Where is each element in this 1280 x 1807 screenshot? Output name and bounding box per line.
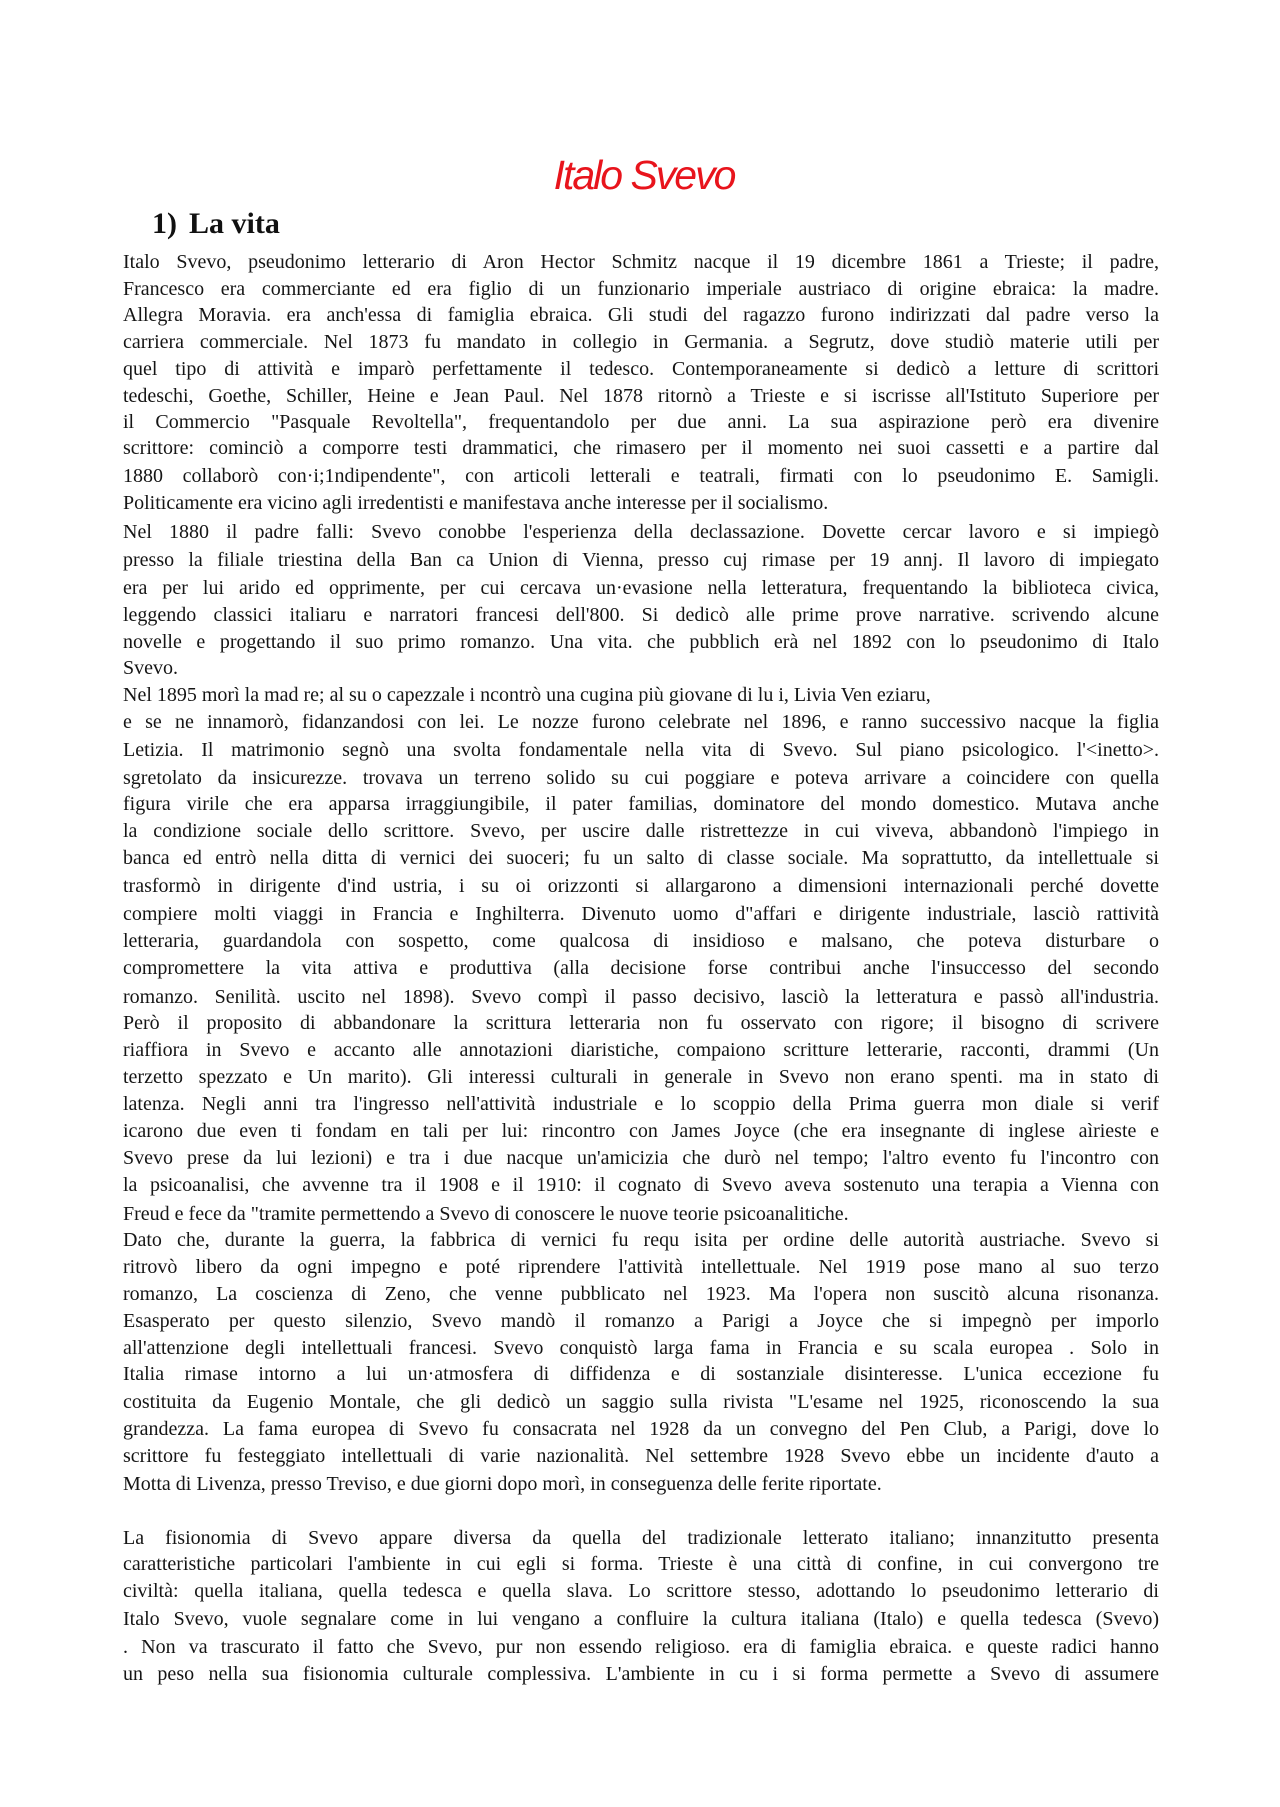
text-line: Politicamente era vicino agli irredentisti e manifestava anche interesse per il socialismo. (123, 492, 829, 515)
text-line: icarono due even ti fondam en tali per lui: rincontro con James Joyce (che era insegnante di inglese aìrieste e (123, 1120, 1159, 1142)
section-heading (152, 207, 280, 241)
text-line: Francesco era commerciante ed era figlio di un funzionario imperiale austriaco di origine ebraica: la madre. (123, 278, 1159, 300)
text-line: tedeschi, Goethe, Schiller, Heine e Jean Paul. Nel 1878 ritornò a Trieste e si iscrisse all'Istituto Superiore per (123, 384, 1159, 407)
text-line: La fisionomia di Svevo appare diversa da quella del tradizionale letterato italiano; innanzitutto presenta (123, 1527, 1159, 1549)
text-line: Freud e fece da "tramite permettendo a Svevo di conoscere le nuove teorie psicoanalitiche. (123, 1203, 849, 1225)
text-line: all'attenzione degli intellettuali francesi. Svevo conquistò larga fama in Francia e su scala europea . Solo in (123, 1337, 1159, 1359)
section-label: La vita (189, 207, 280, 240)
text-line: Nel 1895 morì la mad re; al su o capezzale i ncontrò una cugina più giovane di lu i, Livia Ven eziaru, (123, 683, 931, 706)
text-line: Svevo. (123, 657, 178, 679)
text-line: era per lui arido ed opprimente, per cui cercava un·evasione nella letteratura, frequentando la biblioteca civica, (123, 576, 1159, 599)
text-line: costituita da Eugenio Montale, che gli dedicò un saggio sulla rivista "L'esame nel 1925, riconoscendo la sua (123, 1391, 1159, 1413)
text-line: Italo Svevo, vuole segnalare come in lui vengano a confluire la cultura italiana (Italo) e quella tedesca (Svevo) (123, 1608, 1159, 1630)
text-line: romanzo. Senilità. uscito nel 1898). Svevo compì il passo decisivo, lasciò la letteratura e passò all'industria. (123, 985, 1159, 1008)
text-line: ritrovò libero da ogni impegno e poté riprendere l'attività intellettuale. Nel 1919 pose mano al suo terzo (123, 1256, 1159, 1278)
text-line: compromettere la vita attiva e produttiva (alla decisione forse contribui anche l'insuccesso del secondo (123, 956, 1159, 979)
text-line: Nel 1880 il padre falli: Svevo conobbe l'esperienza della declassazione. Dovette cercar lavoro e si impiegò (123, 521, 1159, 543)
text-line: . Non va trascurato il fatto che Svevo, pur non essendo religioso. era di famiglia ebraica. e queste radici hanno (123, 1636, 1159, 1658)
text-line: banca ed entrò nella ditta di vernici dei suoceri; fu un salto di classe sociale. Ma soprattutto, da intellettuale si (123, 847, 1159, 869)
text-line: trasformò in dirigente d'ind ustria, i su oi orizzonti si allargarono a dimensioni internazionali perché dovette (123, 875, 1159, 897)
text-line: la condizione sociale dello scrittore. Svevo, per uscire dalle ristrettezze in cui viveva, abbandonò l'impiego in (123, 820, 1159, 842)
text-line: Motta di Livenza, presso Treviso, e due giorni dopo morì, in conseguenza delle ferite riportate. (123, 1472, 882, 1495)
text-line: letteraria, guardandola con sospetto, come qualcosa di insidioso e malsano, che poteva disturbare o (123, 930, 1159, 952)
text-line: riaffiora in Svevo e accanto alle annotazioni diaristiche, compaiono scritture letterarie, racconti, drammi (Un (123, 1038, 1159, 1061)
text-line: sgretolato da insicurezze. trovava un terreno solido su cui poggiare e poteva arrivare a coincidere con quella (123, 766, 1159, 789)
text-line: carriera commerciale. Nel 1873 fu mandato in collegio in Germania. a Segrutz, dove studiò materie utili per (123, 331, 1159, 353)
text-line: un peso nella sua fisionomia culturale complessiva. L'ambiente in cu i si forma permette a Svevo di assumere (123, 1663, 1159, 1685)
text-line: latenza. Negli anni tra l'ingresso nell'attività industriale e lo scoppio della Prima guerra mon diale si verif (123, 1092, 1159, 1115)
text-line: Svevo prese da lui lezioni) e tra i due nacque un'amicizia che durò nel tempo; l'altro evento fu l'incontro con (123, 1146, 1159, 1169)
text-line: compiere molti viaggi in Francia e Inghilterra. Divenuto uomo d"affari e dirigente industriale, lasciò rattività (123, 902, 1159, 925)
text-line: novelle e progettando il suo primo romanzo. Una vita. che pubblich erà nel 1892 con lo pseudonimo di Italo (123, 630, 1159, 653)
text-line: scrittore: cominciò a comporre testi drammatici, che rimasero per il momento nei suoi cassetti e a partire dal (123, 437, 1159, 459)
text-line: romanzo, La coscienza di Zeno, che venne pubblicato nel 1923. Ma l'opera non suscitò alcuna risonanza. (123, 1282, 1159, 1305)
text-line: 1880 collaborò con·i;1ndipendente", con articoli letterali e teatrali, firmati con lo pseudonimo E. Samigli. (123, 465, 1159, 487)
text-line: e se ne innamorò, fidanzandosi con lei. Le nozze furono celebrate nel 1896, e ranno successivo nacque la figlia (123, 711, 1159, 733)
text-line: figura virile che era apparsa irraggiungibile, il pater familias, dominatore del mondo domestico. Mutava anche (123, 793, 1159, 815)
text-line: la psicoanalisi, che avvenne tra il 1908 e il 1910: il cognato di Svevo aveva sostenuto una terapia a Vienna con (123, 1174, 1159, 1197)
text-line: scrittore fu festeggiato intellettuali di varie nazionalità. Nel settembre 1928 Svevo ebbe un incidente d'auto a (123, 1445, 1159, 1467)
text-line: civiltà: quella italiana, quella tedesca e quella slava. Lo scrittore stesso, adottando lo pseudonimo letterario di (123, 1580, 1159, 1602)
section-number: 1) (152, 207, 177, 240)
text-line: Allegra Moravia. era anch'essa di famiglia ebraica. Gli studi del ragazzo furono indirizzati dal padre verso la (123, 303, 1159, 326)
text-line: grandezza. La fama europea di Svevo fu consacrata nel 1928 da un convegno del Pen Club, a Parigi, dove lo (123, 1417, 1159, 1440)
document-title: Italo Svevo (553, 152, 735, 198)
text-line: quel tipo di attività e imparò perfettamente il tedesco. Contemporaneamente si dedicò a letture di scrittori (123, 357, 1159, 380)
text-line: il Commercio "Pasquale Revoltella", frequentandolo per due anni. La sua aspirazione però era divenire (123, 411, 1159, 433)
text-line: Dato che, durante la guerra, la fabbrica di vernici fu requ isita per ordine delle autorità austriache. Svevo si (123, 1228, 1159, 1251)
text-line: Italia rimase intorno a lui un·atmosfera di diffidenza e di sostanziale disinteresse. L'unica eccezione fu (123, 1363, 1159, 1385)
text-line: Esasperato per questo silenzio, Svevo mandò il romanzo a Parigi a Joyce che si impegnò per imporlo (123, 1310, 1159, 1332)
text-line: presso la filiale triestina della Ban ca Union di Vienna, presso cuj rimase per 19 annj. Il lavoro di impiegato (123, 549, 1159, 571)
text-line: Però il proposito di abbandonare la scrittura letteraria non fu osservato con rigore; il bisogno di scrivere (123, 1012, 1159, 1034)
text-line: Letizia. Il matrimonio segnò una svolta fondamentale nella vita di Svevo. Sul piano psicologico. l'<inetto>. (123, 739, 1159, 761)
text-line: caratteristiche particolari l'ambiente in cui egli si forma. Trieste è una città di confine, in cui convergono tre (123, 1553, 1159, 1575)
text-line: Italo Svevo, pseudonimo letterario di Aron Hector Schmitz nacque il 19 dicembre 1861 a Trieste; il padre, (123, 250, 1159, 273)
text-line: leggendo classici italiaru e narratori francesi dell'800. Si dedicò alle prime prove narrative. scrivendo alcune (123, 604, 1159, 626)
text-line: terzetto spezzato e Un marito). Gli interessi culturali in generale in Svevo non erano spenti. ma in stato di (123, 1066, 1159, 1088)
